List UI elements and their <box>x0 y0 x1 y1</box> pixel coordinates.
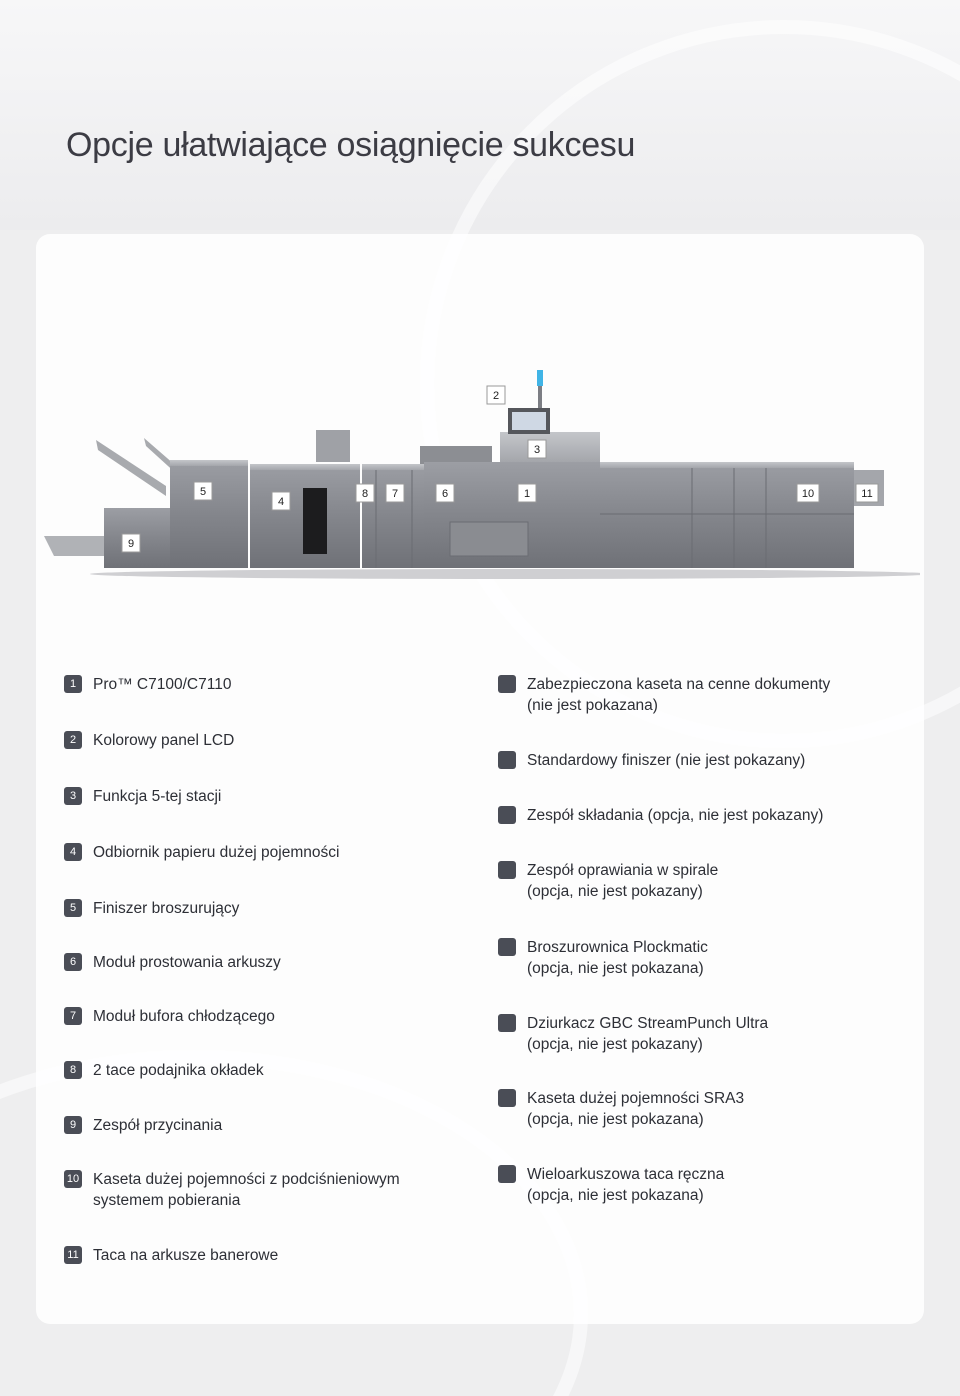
callout-7: 7 <box>391 488 399 500</box>
item-label: Zespół przycinania <box>93 1117 223 1134</box>
item-number-badge: 2 <box>64 731 82 749</box>
item-label <box>527 1013 768 1055</box>
list-item <box>498 750 805 771</box>
callout-6: 6 <box>441 488 449 500</box>
list-item <box>64 786 221 807</box>
item-label-line2: (opcja, nie jest pokazana) <box>527 1111 704 1128</box>
item-label-line2: (opcja, nie jest pokazany) <box>527 1036 703 1053</box>
item-label-line2: (opcja, nie jest pokazana) <box>527 960 704 977</box>
item-label <box>527 937 708 979</box>
item-label-line2: (opcja, nie jest pokazana) <box>527 1187 704 1204</box>
item-label-line1: Broszurownica Plockmatic <box>527 939 708 956</box>
item-label: Zespół składania (opcja, nie jest pokazany) <box>527 807 824 824</box>
item-label <box>527 860 718 902</box>
bullet-square <box>498 938 516 956</box>
list-item <box>64 1245 278 1266</box>
item-label-line2: (nie jest pokazana) <box>527 697 658 714</box>
list-item <box>498 860 718 902</box>
callout-4: 4 <box>277 496 285 508</box>
callout-11: 11 <box>861 488 873 500</box>
list-item <box>64 1115 222 1136</box>
item-label-line1: Zespół oprawiania w spirale <box>527 862 719 879</box>
item-label: 2 tace podajnika okładek <box>93 1062 264 1079</box>
bullet-square <box>498 861 516 879</box>
item-label-line1: Wieloarkuszowa taca ręczna <box>527 1166 725 1183</box>
list-item <box>64 674 231 695</box>
list-item <box>498 937 708 979</box>
item-number-badge: 4 <box>64 843 82 861</box>
item-label: Moduł prostowania arkuszy <box>93 954 281 971</box>
list-item <box>64 898 239 919</box>
item-label <box>527 674 830 716</box>
list-item <box>64 1060 264 1081</box>
callout-8: 8 <box>361 488 369 500</box>
callout-2: 2 <box>492 390 500 402</box>
item-number-badge: 5 <box>64 899 82 917</box>
item-label: Moduł bufora chłodzącego <box>93 1008 275 1025</box>
bullet-square <box>498 675 516 693</box>
callout-9: 9 <box>127 538 135 550</box>
item-number-badge: 8 <box>64 1061 82 1079</box>
list-item <box>64 730 234 751</box>
item-label: Standardowy finiszer (nie jest pokazany) <box>527 752 806 769</box>
item-number-badge: 9 <box>64 1116 82 1134</box>
list-item <box>64 1006 275 1027</box>
list-item <box>498 1164 724 1206</box>
item-label <box>93 1169 400 1211</box>
callout-3: 3 <box>533 444 541 456</box>
list-item <box>64 842 339 863</box>
list-item <box>64 1169 400 1211</box>
item-label <box>527 1088 744 1130</box>
item-label-line2: systemem pobierania <box>93 1192 241 1209</box>
callout-1: 1 <box>523 488 531 500</box>
list-item <box>498 674 830 716</box>
printer-diagram <box>40 360 920 590</box>
item-label-line1: Kaseta dużej pojemności SRA3 <box>527 1090 745 1107</box>
item-number-badge: 1 <box>64 675 82 693</box>
bullet-square <box>498 1165 516 1183</box>
list-item <box>64 952 281 973</box>
list-item <box>498 805 823 826</box>
item-label: Odbiornik papieru dużej pojemności <box>93 844 340 861</box>
item-label-line1: Zabezpieczona kaseta na cenne dokumenty <box>527 676 831 693</box>
bullet-square <box>498 806 516 824</box>
item-label <box>527 1164 724 1206</box>
item-label: Finiszer broszurujący <box>93 900 240 917</box>
list-item <box>498 1013 768 1055</box>
item-number-badge: 3 <box>64 787 82 805</box>
bullet-square <box>498 1014 516 1032</box>
item-label-line1: Kaseta dużej pojemności z podciśnieniowym <box>93 1171 400 1188</box>
item-number-badge: 11 <box>64 1246 82 1264</box>
callout-5: 5 <box>199 486 207 498</box>
callout-10: 10 <box>801 488 815 500</box>
item-number-badge: 7 <box>64 1007 82 1025</box>
list-item <box>498 1088 744 1130</box>
page-title: Opcje ułatwiające osiągnięcie sukcesu <box>66 126 636 164</box>
item-label: Pro™ C7100/C7110 <box>93 676 232 693</box>
item-label: Funkcja 5-tej stacji <box>93 788 222 805</box>
bullet-square <box>498 751 516 769</box>
item-label-line2: (opcja, nie jest pokazany) <box>527 883 703 900</box>
item-label: Kolorowy panel LCD <box>93 732 235 749</box>
bullet-square <box>498 1089 516 1107</box>
item-label: Taca na arkusze banerowe <box>93 1247 279 1264</box>
item-label-line1: Dziurkacz GBC StreamPunch Ultra <box>527 1015 769 1032</box>
item-number-badge: 6 <box>64 953 82 971</box>
item-number-badge: 10 <box>64 1170 82 1188</box>
